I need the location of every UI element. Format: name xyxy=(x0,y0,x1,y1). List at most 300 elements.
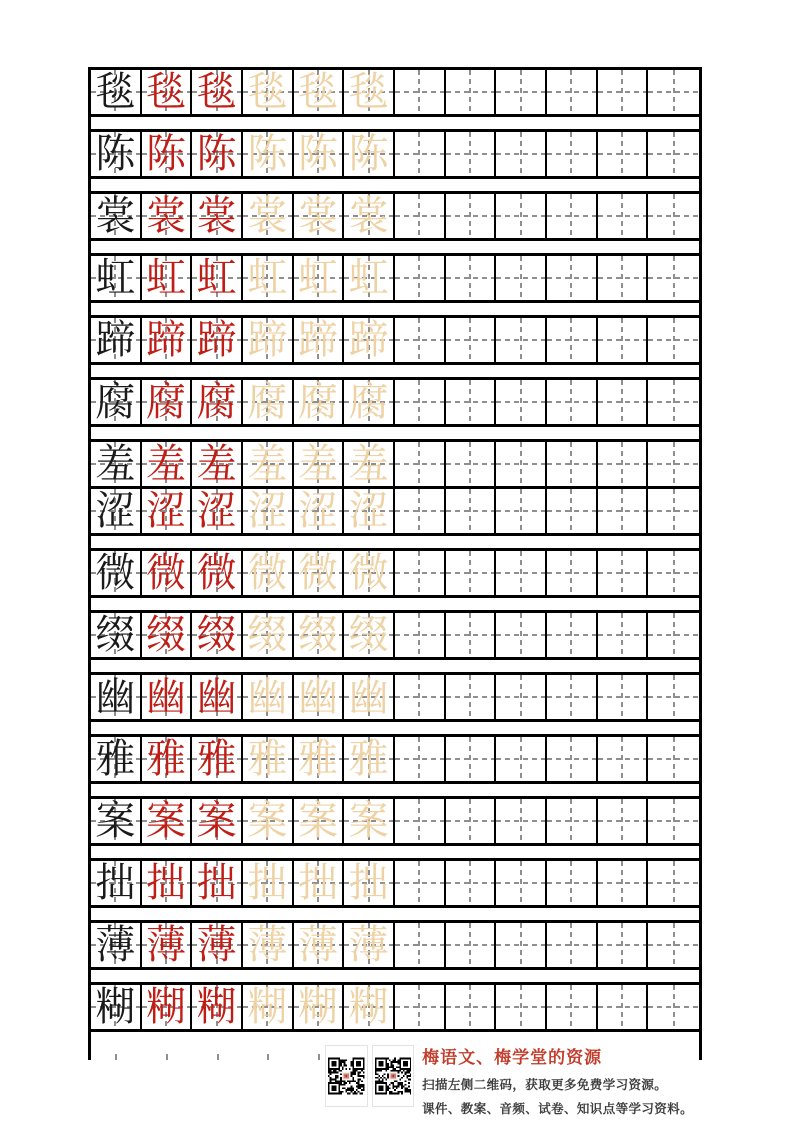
grid-cell xyxy=(395,256,446,300)
practice-row xyxy=(91,253,699,303)
grid-cell xyxy=(496,442,547,486)
practice-sheet xyxy=(88,67,702,1060)
trace-character-glyph: 糊 xyxy=(247,984,288,1030)
grid-cell xyxy=(142,675,193,719)
trace-character-glyph: 陈 xyxy=(297,131,338,177)
grid-cell xyxy=(496,132,547,176)
grid-cell xyxy=(648,799,699,843)
trace-character-glyph: 微 xyxy=(348,550,389,596)
grid-cell xyxy=(496,985,547,1029)
practice-character-glyph: 薄 xyxy=(145,922,186,968)
grid-cell xyxy=(496,737,547,781)
grid-cell-tick xyxy=(142,1044,193,1060)
practice-character-glyph: 雅 xyxy=(145,736,186,782)
grid-cell xyxy=(648,613,699,657)
practice-character-glyph: 拙 xyxy=(196,860,237,906)
trace-character-glyph: 羞 xyxy=(297,441,338,487)
trace-character-glyph: 拙 xyxy=(348,860,389,906)
grid-cell xyxy=(598,923,649,967)
footer-title: 梅语文、梅学堂的资源 xyxy=(422,1048,603,1067)
grid-cell xyxy=(91,985,142,1029)
practice-character-glyph: 虹 xyxy=(145,255,186,301)
grid-cell xyxy=(192,675,243,719)
grid-cell xyxy=(142,923,193,967)
model-character-glyph: 陈 xyxy=(95,131,136,177)
grid-cell xyxy=(598,442,649,486)
practice-row xyxy=(91,439,699,489)
grid-cell xyxy=(294,861,345,905)
grid-cell xyxy=(294,675,345,719)
practice-character-glyph: 羞 xyxy=(196,441,237,487)
practice-character-glyph: 羞 xyxy=(145,441,186,487)
grid-cell xyxy=(648,194,699,238)
practice-character-glyph: 腐 xyxy=(196,379,237,425)
grid-cell xyxy=(294,380,345,424)
grid-cell xyxy=(294,132,345,176)
grid-cell xyxy=(648,256,699,300)
grid-cell xyxy=(192,442,243,486)
practice-character-glyph: 雅 xyxy=(196,736,237,782)
trace-character-glyph: 涩 xyxy=(297,488,338,534)
practice-character-glyph: 微 xyxy=(196,550,237,596)
grid-cell xyxy=(243,70,294,114)
grid-cell xyxy=(243,318,294,362)
grid-cell xyxy=(243,380,294,424)
grid-cell xyxy=(294,442,345,486)
grid-cell xyxy=(294,551,345,595)
grid-cell xyxy=(344,489,395,533)
grid-cell xyxy=(547,551,598,595)
grid-cell xyxy=(344,675,395,719)
grid-cell xyxy=(547,380,598,424)
practice-row xyxy=(91,920,699,970)
model-character-glyph: 微 xyxy=(95,550,136,596)
grid-cell xyxy=(344,380,395,424)
trace-character-glyph: 涩 xyxy=(348,488,389,534)
grid-cell xyxy=(344,799,395,843)
trace-character-glyph: 蹄 xyxy=(348,317,389,363)
model-character-glyph: 毯 xyxy=(95,69,136,115)
trace-character-glyph: 毯 xyxy=(247,69,288,115)
practice-character-glyph: 毯 xyxy=(145,69,186,115)
grid-cell xyxy=(91,256,142,300)
grid-cell xyxy=(496,380,547,424)
grid-cell xyxy=(91,613,142,657)
grid-cell xyxy=(294,799,345,843)
trace-character-glyph: 案 xyxy=(348,798,389,844)
grid-cell xyxy=(496,489,547,533)
grid-cell xyxy=(142,737,193,781)
trace-character-glyph: 陈 xyxy=(348,131,389,177)
practice-row xyxy=(91,734,699,784)
trace-character-glyph: 糊 xyxy=(297,984,338,1030)
grid-cell xyxy=(648,923,699,967)
grid-cell xyxy=(648,442,699,486)
grid-cell xyxy=(192,737,243,781)
grid-cell xyxy=(395,737,446,781)
practice-character-glyph: 裳 xyxy=(196,193,237,239)
grid-cell xyxy=(598,256,649,300)
grid-cell xyxy=(395,675,446,719)
grid-cell xyxy=(648,737,699,781)
grid-cell xyxy=(446,737,497,781)
practice-row xyxy=(91,489,699,536)
grid-cell xyxy=(344,737,395,781)
trace-character-glyph: 案 xyxy=(247,798,288,844)
grid-cell xyxy=(496,256,547,300)
trace-character-glyph: 薄 xyxy=(247,922,288,968)
grid-cell xyxy=(243,675,294,719)
model-character-glyph: 涩 xyxy=(95,488,136,534)
practice-row xyxy=(91,377,699,427)
grid-cell xyxy=(243,861,294,905)
practice-row xyxy=(91,982,699,1032)
footer-text-block xyxy=(422,1043,693,1122)
grid-cell xyxy=(142,442,193,486)
grid-cell xyxy=(294,737,345,781)
practice-row xyxy=(91,67,699,117)
practice-row xyxy=(91,548,699,598)
practice-character-glyph: 陈 xyxy=(145,131,186,177)
grid-cell xyxy=(547,132,598,176)
trace-character-glyph: 拙 xyxy=(297,860,338,906)
grid-cell xyxy=(496,318,547,362)
grid-cell xyxy=(294,194,345,238)
trace-character-glyph: 虹 xyxy=(297,255,338,301)
practice-row xyxy=(91,315,699,365)
grid-cell xyxy=(648,70,699,114)
model-character-glyph: 薄 xyxy=(95,922,136,968)
trace-character-glyph: 薄 xyxy=(348,922,389,968)
grid-cell xyxy=(91,380,142,424)
practice-row xyxy=(91,796,699,846)
trace-character-glyph: 毯 xyxy=(297,69,338,115)
grid-cell xyxy=(547,318,598,362)
grid-cell xyxy=(446,256,497,300)
grid-cell xyxy=(446,861,497,905)
grid-cell xyxy=(192,861,243,905)
practice-row xyxy=(91,672,699,722)
grid-cell xyxy=(344,861,395,905)
grid-cell xyxy=(192,613,243,657)
grid-cell xyxy=(142,380,193,424)
grid-cell xyxy=(446,442,497,486)
trace-character-glyph: 裳 xyxy=(297,193,338,239)
grid-cell xyxy=(91,442,142,486)
grid-cell xyxy=(547,256,598,300)
grid-cell xyxy=(344,70,395,114)
grid-cell xyxy=(547,70,598,114)
trace-character-glyph: 缀 xyxy=(348,612,389,658)
grid-cell xyxy=(598,70,649,114)
grid-cell xyxy=(598,380,649,424)
grid-cell xyxy=(91,675,142,719)
grid-cell xyxy=(294,923,345,967)
grid-cell xyxy=(446,675,497,719)
trace-character-glyph: 缀 xyxy=(297,612,338,658)
grid-cell xyxy=(446,132,497,176)
grid-cell xyxy=(91,489,142,533)
grid-cell xyxy=(192,380,243,424)
grid-cell xyxy=(446,613,497,657)
grid-cell xyxy=(395,194,446,238)
grid-cell xyxy=(294,985,345,1029)
grid-cell xyxy=(395,132,446,176)
practice-character-glyph: 案 xyxy=(196,798,237,844)
grid-cell xyxy=(547,861,598,905)
grid-cell xyxy=(547,194,598,238)
grid-cell xyxy=(598,613,649,657)
grid-cell xyxy=(395,861,446,905)
grid-cell xyxy=(91,737,142,781)
grid-cell xyxy=(294,613,345,657)
trace-character-glyph: 幽 xyxy=(297,674,338,720)
practice-character-glyph: 涩 xyxy=(196,488,237,534)
grid-cell xyxy=(496,799,547,843)
grid-cell xyxy=(91,194,142,238)
grid-cell xyxy=(598,799,649,843)
grid-cell xyxy=(598,489,649,533)
trace-character-glyph: 腐 xyxy=(348,379,389,425)
trace-character-glyph: 虹 xyxy=(247,255,288,301)
grid-cell xyxy=(142,613,193,657)
practice-character-glyph: 涩 xyxy=(145,488,186,534)
trace-character-glyph: 腐 xyxy=(297,379,338,425)
grid-cell xyxy=(395,551,446,595)
grid-cell xyxy=(142,194,193,238)
qr-code-1 xyxy=(325,1045,368,1107)
practice-character-glyph: 腐 xyxy=(145,379,186,425)
grid-cell xyxy=(344,132,395,176)
grid-cell-tick xyxy=(91,1044,142,1060)
grid-cell xyxy=(496,923,547,967)
qr-code-icon xyxy=(328,1048,365,1104)
grid-cell xyxy=(243,442,294,486)
grid-cell xyxy=(243,613,294,657)
grid-cell xyxy=(598,985,649,1029)
grid-cell xyxy=(547,489,598,533)
grid-cell xyxy=(496,675,547,719)
practice-character-glyph: 微 xyxy=(145,550,186,596)
trace-character-glyph: 蹄 xyxy=(297,317,338,363)
grid-cell xyxy=(547,613,598,657)
model-character-glyph: 雅 xyxy=(95,736,136,782)
grid-cell xyxy=(243,551,294,595)
grid-cell xyxy=(192,70,243,114)
grid-cell xyxy=(446,194,497,238)
grid-cell xyxy=(395,985,446,1029)
grid-cell xyxy=(547,675,598,719)
grid-cell xyxy=(192,799,243,843)
trace-character-glyph: 腐 xyxy=(247,379,288,425)
grid-cell xyxy=(496,861,547,905)
grid-cell xyxy=(192,551,243,595)
grid-cell xyxy=(91,70,142,114)
grid-cell xyxy=(598,194,649,238)
model-character-glyph: 幽 xyxy=(95,674,136,720)
trace-character-glyph: 毯 xyxy=(348,69,389,115)
grid-cell xyxy=(344,318,395,362)
grid-cell xyxy=(547,985,598,1029)
practice-character-glyph: 幽 xyxy=(145,674,186,720)
practice-character-glyph: 蹄 xyxy=(196,317,237,363)
trace-character-glyph: 虹 xyxy=(348,255,389,301)
trace-character-glyph: 羞 xyxy=(247,441,288,487)
grid-cell xyxy=(395,442,446,486)
practice-character-glyph: 蹄 xyxy=(145,317,186,363)
grid-cell xyxy=(142,985,193,1029)
grid-cell xyxy=(648,380,699,424)
trace-character-glyph: 蹄 xyxy=(247,317,288,363)
grid-cell xyxy=(648,489,699,533)
qr-code-2 xyxy=(372,1045,415,1107)
grid-cell xyxy=(598,675,649,719)
footer-subtitle-line-1: 扫描左侧二维码，获取更多免费学习资源。 xyxy=(422,1078,668,1092)
practice-row xyxy=(91,610,699,660)
practice-character-glyph: 案 xyxy=(145,798,186,844)
grid-cell xyxy=(446,318,497,362)
trace-character-glyph: 案 xyxy=(297,798,338,844)
grid-cell xyxy=(598,737,649,781)
trace-character-glyph: 微 xyxy=(247,550,288,596)
grid-cell xyxy=(243,985,294,1029)
trace-character-glyph: 雅 xyxy=(297,736,338,782)
grid-cell-tick xyxy=(192,1044,243,1060)
grid-cell xyxy=(344,551,395,595)
grid-cell xyxy=(496,613,547,657)
grid-cell xyxy=(91,799,142,843)
grid-cell xyxy=(192,256,243,300)
grid-cell xyxy=(192,132,243,176)
grid-cell xyxy=(344,194,395,238)
model-character-glyph: 拙 xyxy=(95,860,136,906)
grid-cell xyxy=(547,442,598,486)
practice-character-glyph: 缀 xyxy=(145,612,186,658)
grid-cell xyxy=(91,861,142,905)
trace-character-glyph: 幽 xyxy=(348,674,389,720)
grid-cell xyxy=(648,132,699,176)
grid-cell xyxy=(192,318,243,362)
grid-cell xyxy=(598,551,649,595)
practice-character-glyph: 糊 xyxy=(196,984,237,1030)
practice-character-glyph: 缀 xyxy=(196,612,237,658)
grid-cell xyxy=(648,318,699,362)
practice-character-glyph: 薄 xyxy=(196,922,237,968)
grid-cell xyxy=(395,613,446,657)
model-character-glyph: 缀 xyxy=(95,612,136,658)
trace-character-glyph: 拙 xyxy=(247,860,288,906)
practice-character-glyph: 裳 xyxy=(145,193,186,239)
grid-cell xyxy=(598,318,649,362)
practice-character-glyph: 陈 xyxy=(196,131,237,177)
grid-cell-tick xyxy=(243,1044,294,1060)
trace-character-glyph: 羞 xyxy=(348,441,389,487)
practice-row xyxy=(91,858,699,908)
trace-character-glyph: 裳 xyxy=(247,193,288,239)
trace-character-glyph: 裳 xyxy=(348,193,389,239)
grid-cell xyxy=(446,985,497,1029)
grid-cell xyxy=(243,256,294,300)
grid-cell xyxy=(344,923,395,967)
grid-cell xyxy=(547,923,598,967)
practice-row xyxy=(91,191,699,241)
grid-cell xyxy=(91,551,142,595)
grid-cell xyxy=(395,799,446,843)
grid-cell xyxy=(446,923,497,967)
grid-cell xyxy=(648,985,699,1029)
grid-cell xyxy=(192,489,243,533)
trace-character-glyph: 缀 xyxy=(247,612,288,658)
grid-cell xyxy=(446,380,497,424)
grid-cell xyxy=(547,799,598,843)
grid-cell xyxy=(294,256,345,300)
grid-cell xyxy=(496,551,547,595)
grid-cell xyxy=(344,985,395,1029)
grid-cell xyxy=(294,318,345,362)
grid-cell xyxy=(395,318,446,362)
trace-character-glyph: 薄 xyxy=(297,922,338,968)
grid-cell xyxy=(243,194,294,238)
grid-cell xyxy=(294,70,345,114)
grid-cell xyxy=(91,318,142,362)
grid-cell xyxy=(192,923,243,967)
grid-cell xyxy=(395,923,446,967)
grid-cell xyxy=(243,489,294,533)
model-character-glyph: 案 xyxy=(95,798,136,844)
grid-cell xyxy=(496,194,547,238)
grid-cell xyxy=(142,799,193,843)
grid-cell xyxy=(142,489,193,533)
trace-character-glyph: 雅 xyxy=(348,736,389,782)
trace-character-glyph: 幽 xyxy=(247,674,288,720)
model-character-glyph: 糊 xyxy=(95,984,136,1030)
footer xyxy=(321,1040,693,1122)
grid-cell xyxy=(344,613,395,657)
grid-cell xyxy=(142,318,193,362)
model-character-glyph: 虹 xyxy=(95,255,136,301)
grid-cell xyxy=(446,551,497,595)
trace-character-glyph: 涩 xyxy=(247,488,288,534)
model-character-glyph: 羞 xyxy=(95,441,136,487)
grid-cell xyxy=(142,861,193,905)
model-character-glyph: 腐 xyxy=(95,379,136,425)
practice-character-glyph: 糊 xyxy=(145,984,186,1030)
grid-cell xyxy=(142,132,193,176)
grid-cell xyxy=(142,551,193,595)
grid-cell xyxy=(395,380,446,424)
grid-cell xyxy=(142,256,193,300)
grid-cell xyxy=(446,799,497,843)
grid-cell xyxy=(598,132,649,176)
grid-cell xyxy=(496,70,547,114)
grid-cell xyxy=(446,489,497,533)
trace-character-glyph: 糊 xyxy=(348,984,389,1030)
model-character-glyph: 蹄 xyxy=(95,317,136,363)
grid-cell xyxy=(344,442,395,486)
grid-cell xyxy=(142,70,193,114)
trace-character-glyph: 陈 xyxy=(247,131,288,177)
grid-cell xyxy=(192,985,243,1029)
footer-subtitle-line-2: 课件、教案、音频、试卷、知识点等学习资料。 xyxy=(422,1102,693,1116)
grid-cell xyxy=(547,737,598,781)
qr-code-icon xyxy=(375,1048,412,1104)
trace-character-glyph: 雅 xyxy=(247,736,288,782)
trace-character-glyph: 微 xyxy=(297,550,338,596)
practice-row xyxy=(91,129,699,179)
grid-cell xyxy=(294,489,345,533)
grid-cell xyxy=(648,551,699,595)
practice-character-glyph: 幽 xyxy=(196,674,237,720)
